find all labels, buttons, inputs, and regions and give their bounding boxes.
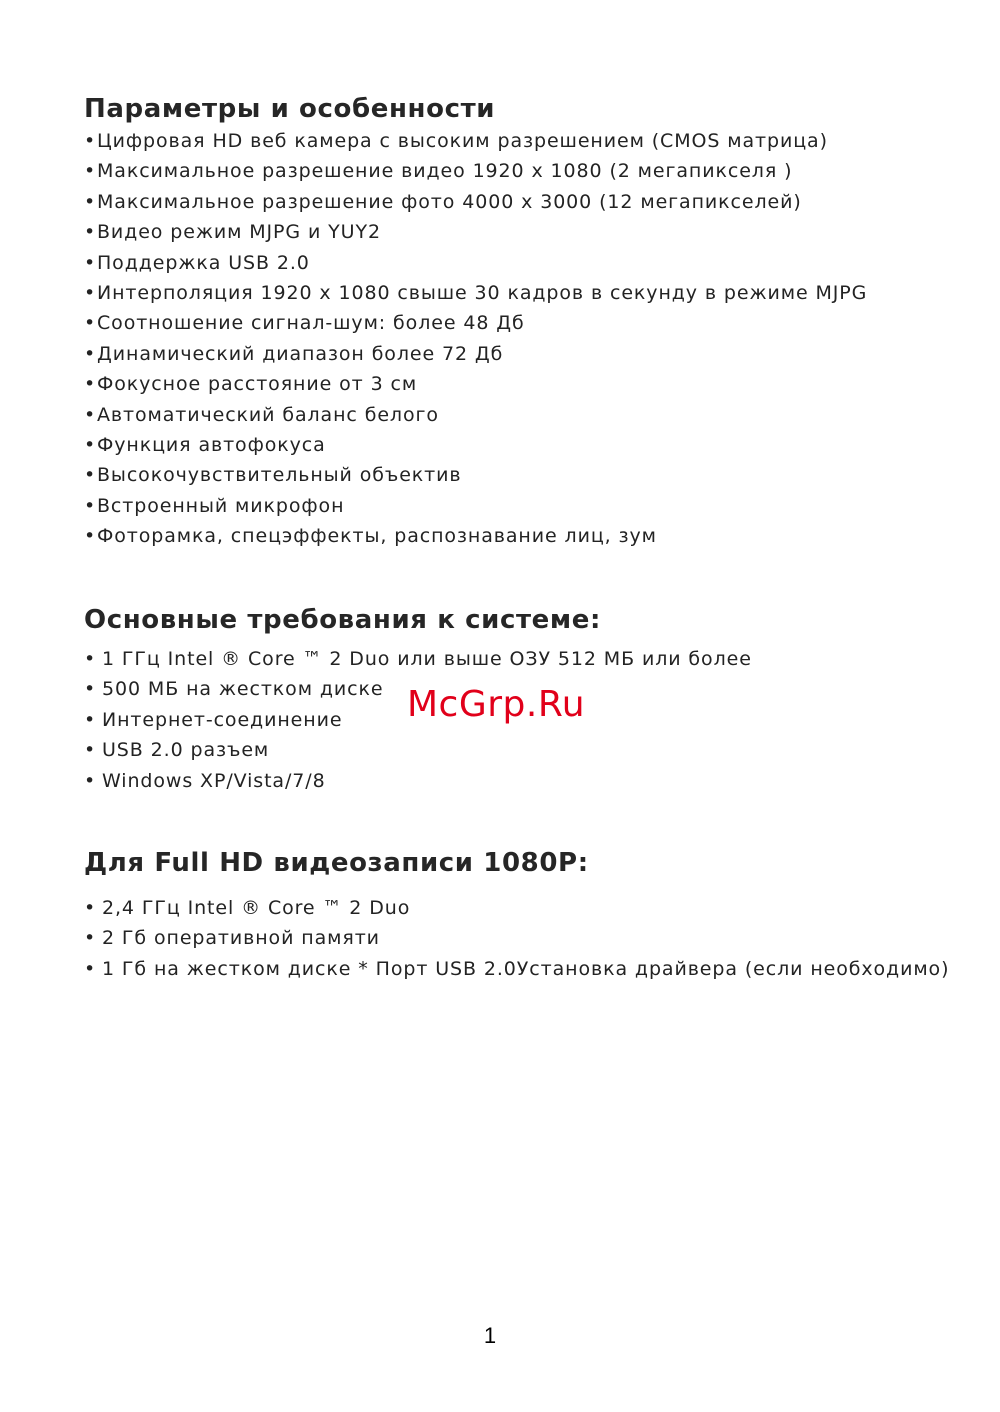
list-item (84, 766, 964, 796)
bullet-icon: • (84, 312, 97, 335)
list-item (84, 893, 964, 923)
list-item (84, 308, 964, 338)
list-item-text: Поддержка USB 2.0 (97, 251, 310, 274)
list-item-text: 2,4 ГГц Intel ® Core ™ 2 Duo (102, 897, 411, 919)
bullet-icon: • (84, 282, 97, 305)
list-item-text: Высокочувствительный объектив (97, 464, 462, 487)
bullet-icon: • (84, 897, 97, 919)
bullet-icon: • (84, 739, 97, 762)
list-item-text: Автоматический баланс белого (97, 403, 439, 426)
list-item-text: Динамический диапазон более 72 Дб (97, 342, 504, 365)
list-item (84, 278, 964, 308)
list-item (84, 339, 964, 369)
list-item-text: Фоторамка, спецэффекты, распознавание лиц, зум (97, 525, 657, 548)
list-item-text: Цифровая HD веб камера с высоким разрешением (CMOS матрица) (97, 130, 828, 152)
list-item-text: Фокусное расстояние от 3 см (97, 373, 418, 396)
bullet-icon: • (84, 678, 97, 701)
list-item-text: USB 2.0 разъем (102, 739, 270, 762)
list-item (84, 954, 964, 984)
bullet-icon: • (84, 434, 97, 457)
list-item (84, 187, 964, 217)
list-item (84, 923, 964, 953)
list-item-text: Интерполяция 1920 x 1080 свыше 30 кадров в секунду в режиме MJPG (97, 282, 868, 305)
full-hd-section (84, 846, 964, 984)
list-item-text: Встроенный микрофон (97, 494, 345, 517)
bullet-icon: • (84, 927, 97, 950)
bullet-icon: • (84, 221, 97, 244)
list-item-text: Интернет-соединение (102, 708, 343, 731)
list-item-text: 1 Гб на жестком диске * Порт USB 2.0Установка драйвера (если необходимо) (102, 957, 950, 980)
bullet-icon: • (84, 190, 97, 213)
list-item (84, 248, 964, 278)
features-heading: Параметры и особенности (84, 94, 496, 124)
list-item (84, 400, 964, 430)
bullet-icon: • (84, 648, 97, 670)
bullet-icon: • (84, 769, 97, 792)
bullet-icon: • (84, 957, 97, 980)
full-hd-list (84, 893, 964, 984)
list-item (84, 156, 964, 186)
list-item (84, 217, 964, 247)
bullet-icon: • (84, 373, 97, 396)
list-item (84, 644, 964, 674)
list-item-text: Функция автофокуса (97, 434, 326, 457)
bullet-icon: • (84, 525, 97, 548)
list-item (84, 491, 964, 521)
bullet-icon: • (84, 130, 97, 152)
system-requirements-heading: Основные требования к системе: (84, 605, 601, 635)
list-item-text: Максимальное разрешение видео 1920 x 1080 (2 мегапикселя ) (97, 160, 793, 183)
bullet-icon: • (84, 708, 97, 731)
page-number: 1 (483, 1323, 497, 1348)
list-item (84, 735, 964, 765)
full-hd-heading: Для Full HD видеозаписи 1080P: (84, 848, 589, 878)
features-list (84, 126, 964, 552)
bullet-icon: • (84, 251, 97, 274)
list-item-text: Соотношение сигнал-шум: более 48 Дб (97, 312, 525, 335)
list-item-text: Максимальное разрешение фото 4000 x 3000 (12 мегапикселей) (97, 190, 802, 213)
list-item-text: 1 ГГц Intel ® Core ™ 2 Duo или выше ОЗУ 512 МБ или более (102, 648, 752, 670)
list-item-text: 500 МБ на жестком диске (102, 678, 384, 701)
list-item (84, 430, 964, 460)
list-item (84, 460, 964, 490)
bullet-icon: • (84, 494, 97, 517)
list-item-text: Windows XP/Vista/7/8 (102, 769, 326, 792)
bullet-icon: • (84, 342, 97, 365)
bullet-icon: • (84, 464, 97, 487)
list-item (84, 126, 964, 156)
features-section (84, 92, 964, 552)
bullet-icon: • (84, 403, 97, 426)
watermark: McGrp.Ru (407, 684, 586, 725)
list-item (84, 521, 964, 551)
bullet-icon: • (84, 160, 97, 183)
list-item-text: Видео режим MJPG и YUY2 (97, 221, 381, 244)
list-item (84, 369, 964, 399)
list-item-text: 2 Гб оперативной памяти (102, 927, 380, 950)
